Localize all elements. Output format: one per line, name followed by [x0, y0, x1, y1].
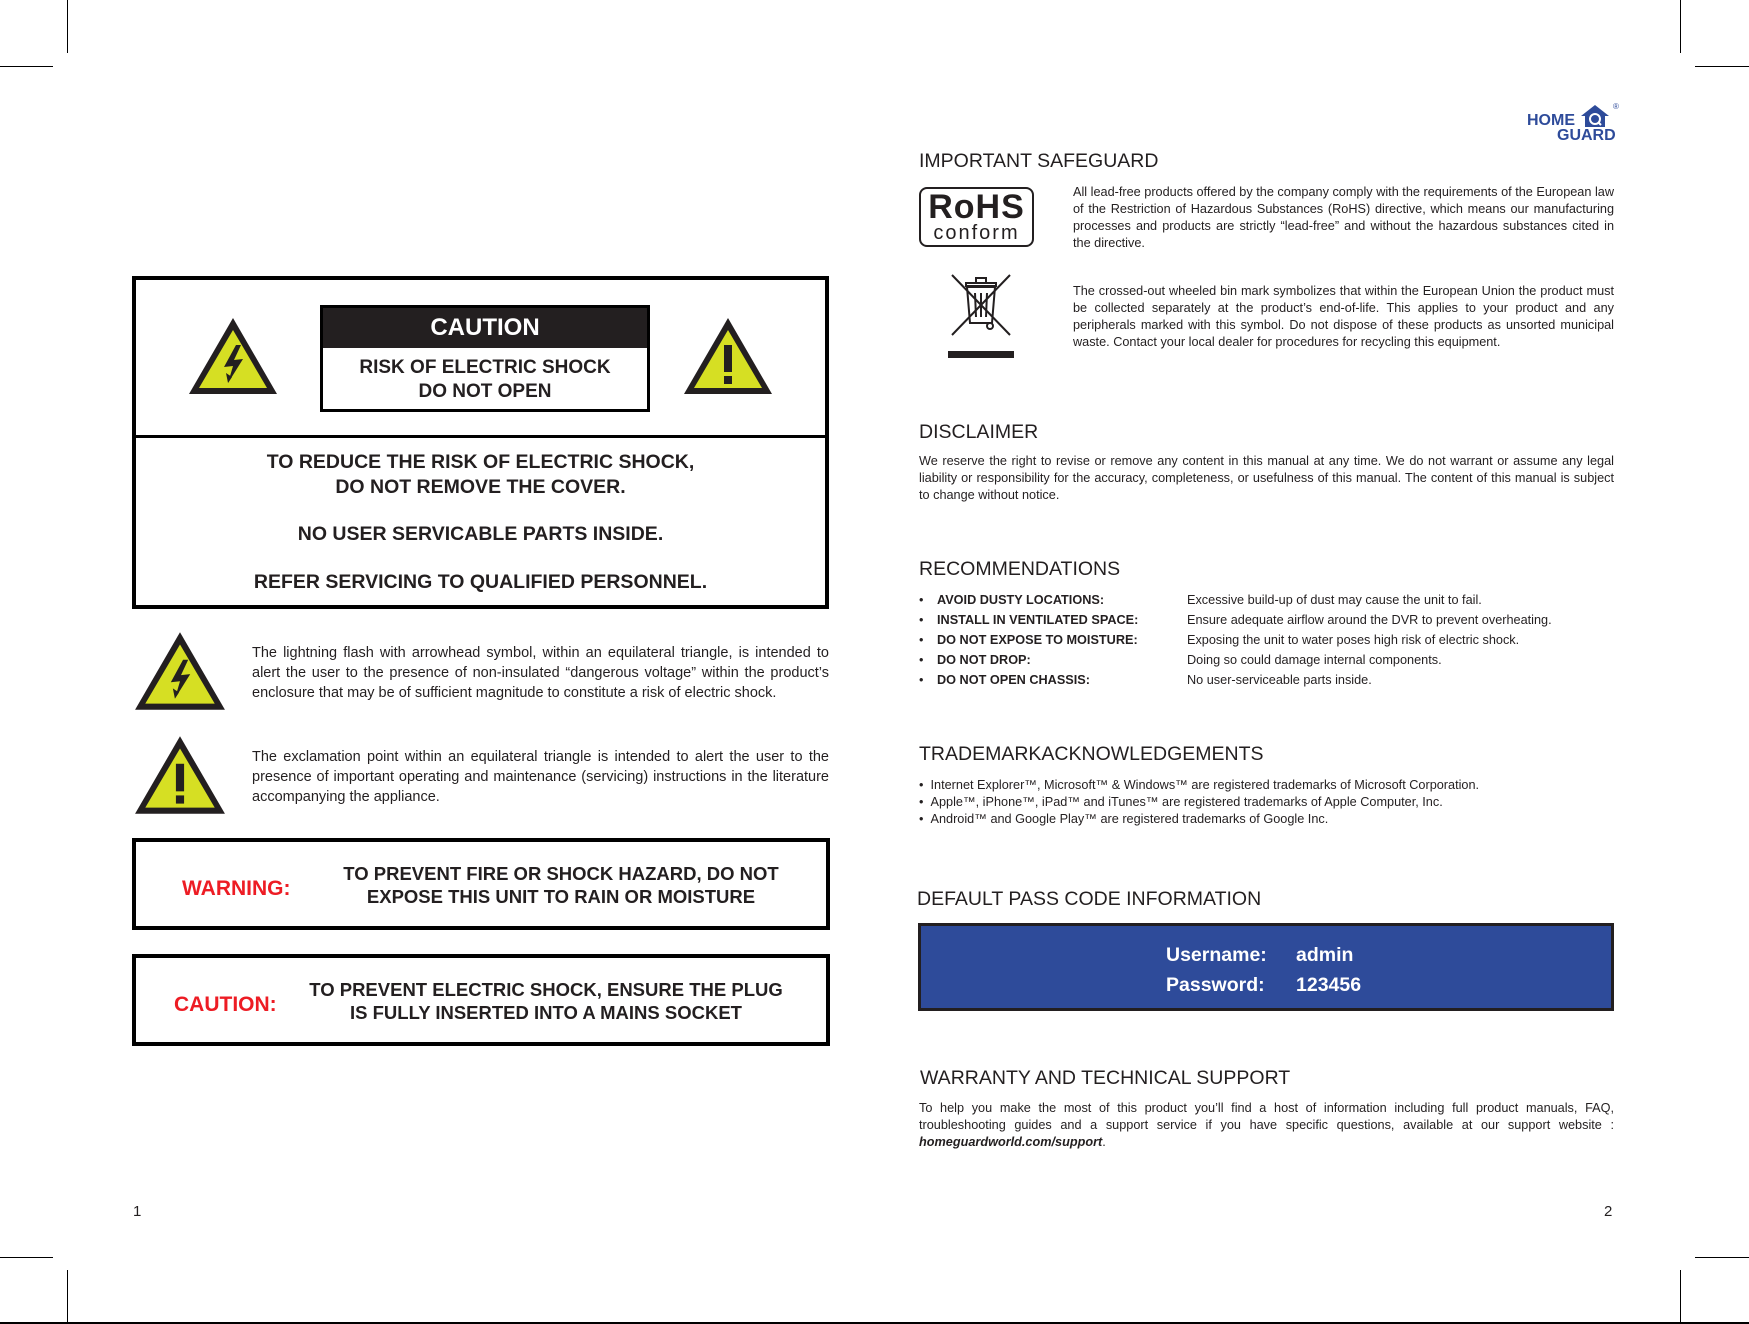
- caution-line: TO PREVENT ELECTRIC SHOCK, ENSURE THE PLUG: [309, 979, 783, 1000]
- warning-line: TO PREVENT FIRE OR SHOCK HAZARD, DO NOT: [343, 863, 779, 884]
- page-number-right: 2: [1604, 1203, 1613, 1220]
- warning-label: WARNING:: [182, 877, 291, 900]
- lightning-symbol-description: The lightning flash with arrowhead symbol, within an equilateral triangle, is intended to alert the user to the presence of non-insulated “dangerous voltage” within the product’s enclosure that may be of sufficient magnitude to constitute a risk of electric shock.: [252, 645, 829, 701]
- caution-box: [132, 276, 829, 609]
- list-item: • Internet Explorer™, Microsoft™ & Windows™ are registered trademarks of Microsoft Corporation.: [919, 778, 1480, 792]
- caution-body-line: NO USER SERVICABLE PARTS INSIDE.: [297, 523, 664, 545]
- support-link[interactable]: homeguardworld.com/support: [919, 1135, 1103, 1149]
- password-value: 123456: [1296, 974, 1362, 996]
- caution-line: IS FULLY INSERTED INTO A MAINS SOCKET: [350, 1002, 742, 1023]
- heading-warranty: WARRANTY AND TECHNICAL SUPPORT: [920, 1067, 1291, 1089]
- disclaimer-text: We reserve the right to revise or remove any content in this manual at any time. We do not warrant or assume any legal liability or responsibility for the accuracy, completeness, or usefulness of this manual. The content of this manual is subject to change without notice.: [919, 454, 1614, 502]
- warning-line: EXPOSE THIS UNIT TO RAIN OR MOISTURE: [366, 886, 756, 907]
- caution-body-line: REFER SERVICING TO QUALIFIED PERSONNEL.: [253, 571, 708, 593]
- exclamation-symbol-description: The exclamation point within an equilateral triangle is intended to alert the user to the presence of important operating and maintenance (servicing) instructions in the literature accompanying the appliance.: [252, 749, 829, 805]
- crop-mark: [0, 1257, 53, 1258]
- caution-label: [320, 305, 650, 412]
- caution-label-line: RISK OF ELECTRIC SHOCK: [359, 357, 611, 378]
- heading-recommendations: RECOMMENDATIONS: [919, 558, 1121, 580]
- list-item: • Android™ and Google Play™ are registered trademarks of Google Inc.: [919, 812, 1329, 826]
- password-label: Password:: [1166, 974, 1265, 996]
- crop-mark: [0, 66, 53, 67]
- heading-passcode: DEFAULT PASS CODE INFORMATION: [917, 888, 1262, 910]
- homeguard-logo: [1527, 104, 1622, 144]
- crop-mark: [67, 1270, 68, 1324]
- heading-disclaimer: DISCLAIMER: [919, 421, 1039, 443]
- lightning-triangle-icon: [186, 315, 280, 397]
- warranty-text: To help you make the most of this product you’ll find a host of information including full product manuals, FAQ, troubleshooting guides and a support service if you have specific questions, available at our support website : homeguardworld.com/support.: [919, 1101, 1614, 1149]
- caution-label-line: DO NOT OPEN: [418, 381, 552, 402]
- list-item: • Apple™, iPhone™, iPad™ and iTunes™ are registered trademarks of Apple Computer, Inc.: [919, 795, 1443, 809]
- username-value: admin: [1296, 944, 1354, 966]
- rohs-small: conform: [933, 222, 1020, 244]
- caution-plug-box: [132, 954, 830, 1046]
- username-row: [1166, 944, 1354, 967]
- rohs-text: All lead-free products offered by the company comply with the requirements of the European law of the Restriction of Hazardous Substances (RoHS) directive, which means our manufacturing processes and products are strictly “lead-free” and without the hazardous substances cited in the directive.: [1073, 185, 1614, 250]
- crop-mark: [67, 0, 68, 53]
- registered-mark: ®: [1613, 102, 1619, 111]
- divider: [136, 435, 825, 438]
- password-row: [1166, 974, 1362, 997]
- rohs-big: RoHS: [928, 188, 1025, 226]
- username-label: Username:: [1166, 944, 1267, 966]
- lightning-triangle-icon: [132, 628, 228, 714]
- rohs-logo: [919, 187, 1034, 247]
- weee-text: The crossed-out wheeled bin mark symbolizes that within the European Union the product must be collected separately at the product’s end-of-life. This applies to your product and any peripherals marked with this symbol. Do not dispose of these products as unsorted municipal waste. Contact your local dealer for procedures for recycling this equipment.: [1073, 284, 1614, 349]
- caution-title: CAUTION: [323, 308, 647, 348]
- crop-mark: [1680, 1270, 1681, 1324]
- caution-label-red: CAUTION:: [174, 993, 277, 1016]
- crop-mark: [1695, 66, 1749, 67]
- caution-body-line: TO REDUCE THE RISK OF ELECTRIC SHOCK,: [266, 451, 695, 473]
- passcode-box: [918, 923, 1614, 1011]
- logo-line2: GUARD: [1557, 127, 1616, 144]
- house-icon: [1580, 104, 1610, 128]
- exclamation-triangle-icon: [681, 315, 775, 397]
- crop-mark: [1680, 0, 1681, 53]
- caution-body-line: DO NOT REMOVE THE COVER.: [335, 476, 626, 498]
- exclamation-triangle-icon: [132, 732, 228, 818]
- heading-safeguard: IMPORTANT SAFEGUARD: [919, 150, 1159, 172]
- logo-line1: HOME: [1527, 112, 1575, 129]
- crop-mark: [1695, 1257, 1749, 1258]
- heading-trademarks: TRADEMARKACKNOWLEDGEMENTS: [919, 743, 1264, 765]
- warning-box: [132, 838, 830, 930]
- crossed-out-bin-icon: [948, 271, 1014, 359]
- page-number-left: 1: [133, 1203, 142, 1220]
